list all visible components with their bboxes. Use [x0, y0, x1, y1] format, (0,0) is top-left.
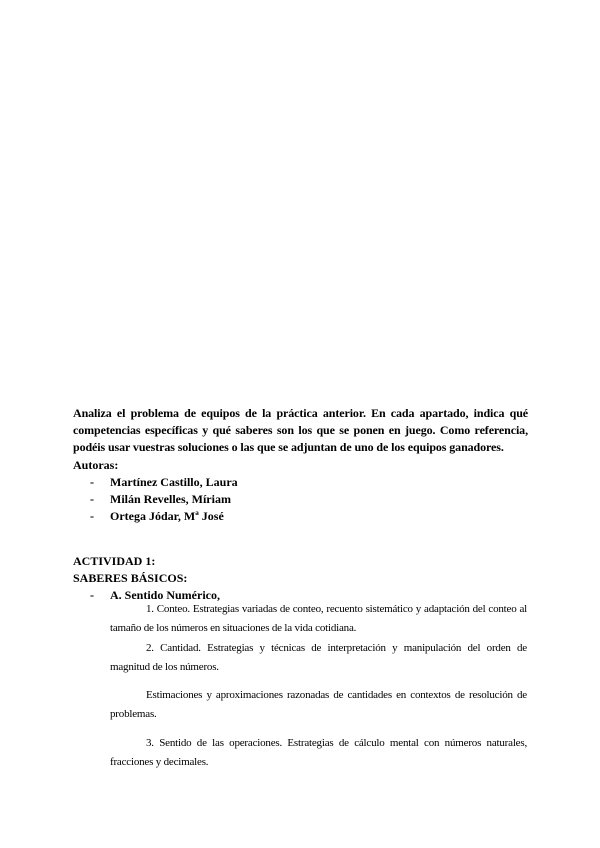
list-item [73, 491, 238, 508]
section-label: A. Sentido Numérico, [110, 588, 220, 602]
paragraph: Estimaciones y aproximaciones razonadas de cantidades en contextos de resolución de problemas. [110, 689, 527, 720]
saberes-title: SABERES BÁSICOS: [73, 571, 188, 585]
authors-label: Autoras: [73, 458, 119, 472]
paragraph: 1. Conteo. Estrategias variadas de conteo, recuento sistemático y adaptación del conteo al tamaño de los números en situaciones de la vida cotidiana. [110, 603, 527, 634]
activity-title: ACTIVIDAD 1: [73, 554, 156, 568]
author-name: Martínez Castillo, Laura [110, 475, 238, 489]
paragraph: 2. Cantidad. Estrategias y técnicas de interpretación y manipulación del orden de magnitud de los números. [110, 642, 527, 673]
paragraph: 3. Sentido de las operaciones. Estrategias de cálculo mental con números naturales, fracciones y decimales. [110, 737, 527, 768]
list-item [73, 474, 238, 491]
author-list [73, 474, 238, 525]
author-name: Ortega Jódar, Mª José [110, 509, 224, 523]
list-item [73, 508, 238, 525]
list-bullet: - [90, 492, 94, 506]
task-instructions: Analiza el problema de equipos de la práctica anterior. En cada apartado, indica qué competencias específicas y qué saberes son los que se ponen en juego. Como referencia, podéis usar vuestras soluciones o las que se adjuntan de uno de los equipos ganadores. [73, 406, 528, 454]
author-name: Milán Revelles, Míriam [110, 492, 231, 506]
list-bullet: - [90, 509, 94, 523]
list-bullet: - [90, 588, 94, 602]
list-bullet: - [90, 475, 94, 489]
